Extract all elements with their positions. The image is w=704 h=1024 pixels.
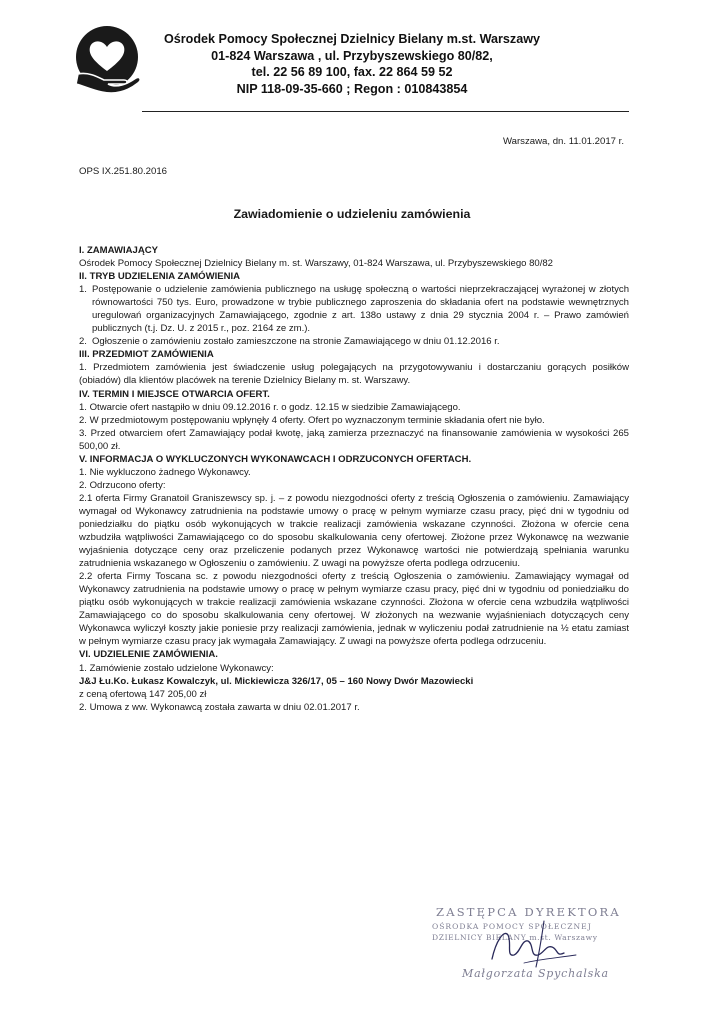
document-title: Zawiadomienie o udzieleniu zamówienia — [233, 207, 471, 221]
paragraph: 1. Nie wykluczono żadnego Wykonawcy. — [79, 466, 251, 478]
paragraph: 2. W przedmiotowym postępowaniu wpłynęły 4 oferty. Ofert po wyznaczonym terminie składania ofert nie było. — [79, 414, 545, 426]
stamp-name: Małgorzata Spychalska — [462, 967, 609, 980]
list-text: Postępowanie o udzielenie zamówienia publicznego na usługę społeczną o wartości nieprzekraczającej wyrażonej w złotych równowartości 750 tys. Euro, prowadzone w trybie publicznego zaproszenia do składania ofert na podstawie wewnętrznych uregulowań organizacyjnych Zamawiającego, zgodnie z art. 138o ustawy z dnia 29 stycznia 2004 r. – Prawo zamówień publicznych (t.j. Dz. U. z 2015 r., poz. 2164 ze zm.). — [92, 284, 629, 335]
list-text: Ogłoszenie o zamówieniu zostało zamieszczone na stronie Zamawiającego w dniu 01.12.2016 r. — [92, 336, 500, 348]
document-body — [79, 244, 629, 714]
letterhead-tax-ids: NIP 118-09-35-660 ; Regon : 010843854 — [236, 81, 468, 96]
list-number: 2. — [79, 336, 87, 348]
signature-stamp — [432, 905, 621, 1005]
subject-text: 1. Przedmiotem zamówienia jest świadczenie usług polegających na przygotowywaniu i dostarczaniu gorących posiłków (obiadów) dla klientów placówek na terenie Dzielnicy Bielany m. st. Warszawy. — [79, 362, 629, 387]
contractor-name: J&J Łu.Ko. Łukasz Kowalczyk, ul. Mickiewicza 326/17, 05 – 160 Nowy Dwór Mazowiecki — [79, 675, 474, 687]
section-heading: VI. UDZIELENIE ZAMÓWIENIA. — [79, 649, 218, 661]
paragraph: 2.1 oferta Firmy Granatoil Graniszewscy sp. j. – z powodu niezgodności oferty z treścią Ogłoszenia o zamówieniu. Zamawiający wymagał od Wykonawcy zatrudnienia na podstawie umowy o pracę w pełnym wymiarze czasu pracy, pięć dni w tygodniu od poniedziałku do piątku osób wykonujących w trakcie realizacji zamówienia wskazane czynności. Złożona w ofercie cena wzbudziła wątpliwości Zamawiającego co do sposobu skalkulowania ceny ofertowej. Złożone przez Wykonawcę na wezwanie wyjaśnienia dotyczące ceny oraz przeliczenie podanych przez Wykonawcę wartości nie potwierdzają spełniania warunku zatrudnienia wskazanego w Ogłoszeniu o zamówieniu. Z uwagi na powyższe oferta podlega odrzuceniu. — [79, 492, 629, 570]
list-item — [79, 283, 629, 335]
stamp-district: DZIELNICY BIELANY m.st. Warszawy — [432, 933, 598, 942]
letterhead-divider — [142, 111, 629, 112]
section-heading: III. PRZEDMIOT ZAMÓWIENIA — [79, 349, 214, 361]
section-heading: V. INFORMACJA O WYKLUCZONYCH WYKONAWCACH I ODRZUCONYCH OFERTACH. — [79, 453, 472, 465]
stamp-office: OŚRODKA POMOCY SPOŁECZNEJ — [432, 922, 592, 931]
stamp-title: ZASTĘPCA DYREKTORA — [436, 905, 621, 919]
section-heading: II. TRYB UDZIELENIA ZAMÓWIENIA — [79, 271, 241, 283]
section-heading: I. ZAMAWIAJĄCY — [79, 245, 159, 256]
paragraph: 2.2 oferta Firmy Toscana sc. z powodu niezgodności oferty z treścią Ogłoszenia o zamówieniu. Zamawiający wymagał od Wykonawcy zatrudnienia na podstawie umowy o pracę w pełnym wymiarze czasu pracy, pięć dni w tygodniu od poniedziałku do piątku osób wykonujących w trakcie realizacji zamówienia wskazane czynności. Złożona w ofercie cena wzbudziła wątpliwości Zamawiającego co do sposobu skalkulowania ceny ofertowej. W złożonych na wezwanie wyjaśnieniach dotyczących ceny Wykonawca wyliczył koszty jakie poniesie przy realizacji zamówienia, jednak w wyliczeniu podał zatrudnienie na ½ etatu zamiast w pełnym wymiarze czasu pracy jak wymagała Zamawiający. Z uwagi na powyższe oferta podlega odrzuceniu. — [79, 571, 629, 648]
letterhead-name: Ośrodek Pomocy Społecznej Dzielnicy Bielany m.st. Warszawy — [163, 32, 541, 46]
paragraph: 2. Odrzucono oferty: — [79, 479, 166, 491]
letterhead-address: 01-824 Warszawa , ul. Przybyszewskiego 80/82, — [211, 48, 493, 63]
list-item — [79, 335, 629, 348]
paragraph: 1. Zamówienie zostało udzielone Wykonawcy: — [79, 662, 274, 674]
document-date: Warszawa, dn. 11.01.2017 r. — [502, 136, 624, 147]
section-heading: IV. TERMIN I MIEJSCE OTWARCIA OFERT. — [79, 388, 270, 400]
ordering-party-text: Ośrodek Pomocy Społecznej Dzielnicy Bielany m. st. Warszawy, 01-824 Warszawa, ul. Przybyszewskiego 80/82 — [79, 258, 553, 270]
offer-price: z ceną ofertową 147 205,00 zł — [79, 688, 207, 700]
paragraph: 3. Przed otwarciem ofert Zamawiający podał kwotę, jaką zamierza przeznaczyć na finansowanie zamówienia w wysokości 265 500,00 zł. — [79, 427, 629, 452]
paragraph: 1. Otwarcie ofert nastąpiło w dniu 09.12.2016 r. o godz. 12.15 w siedzibie Zamawiającego. — [79, 401, 461, 413]
heart-in-hand-icon — [72, 22, 142, 96]
letterhead-phone: tel. 22 56 89 100, fax. 22 864 59 52 — [251, 65, 453, 79]
document-reference: OPS IX.251.80.2016 — [79, 166, 168, 177]
paragraph: 2. Umowa z ww. Wykonawcą została zawarta w dniu 02.01.2017 r. — [79, 701, 360, 713]
letterhead — [142, 31, 562, 97]
list-number: 1. — [79, 284, 87, 296]
